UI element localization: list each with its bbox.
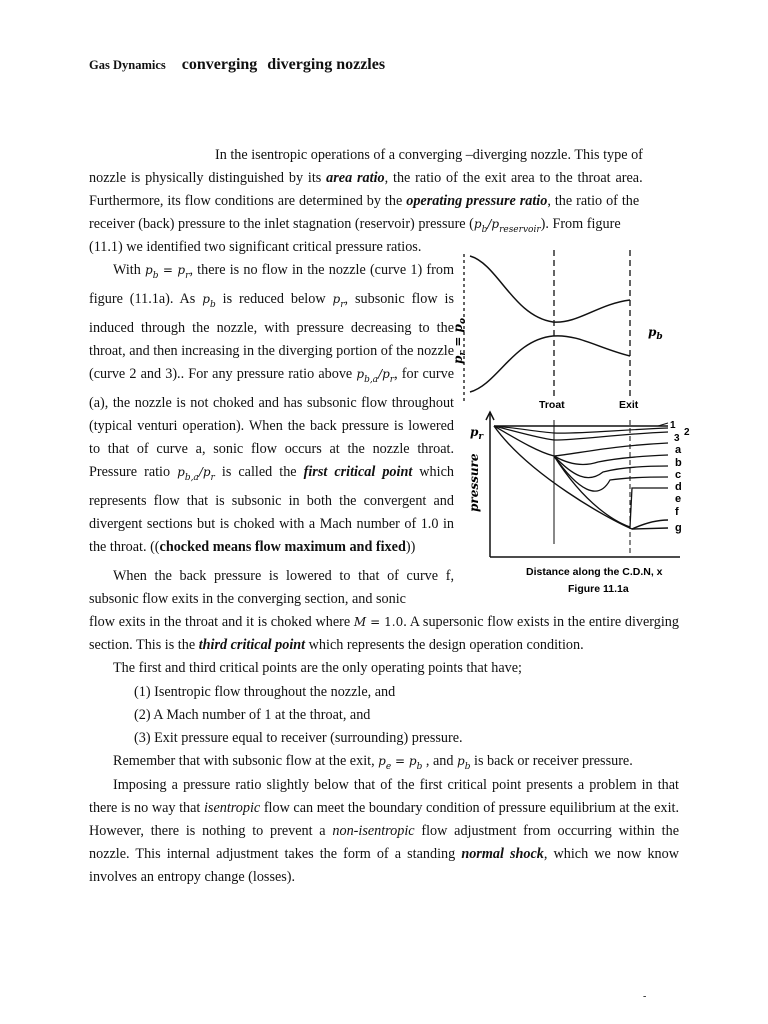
intro-line-2: nozzle is physically distinguished by its area ratio, the ratio of the exit area to the throat area. (89, 170, 643, 186)
curve-label-f: f (675, 506, 679, 518)
throat-label: Troat (539, 399, 565, 411)
exit-label: Exit (619, 399, 639, 411)
list-item-3: (3) Exit pressure equal to receiver (surrounding) pressure. (134, 730, 463, 746)
pressure-y-label: pressure (467, 453, 481, 512)
curve-g (632, 528, 668, 529)
curve-b (554, 455, 668, 464)
curve-label-1: 1 (670, 420, 676, 431)
course-title: Gas Dynamics (89, 58, 166, 72)
curve-label-c: c (675, 469, 682, 481)
curve-label-3: 3 (674, 433, 680, 444)
curve-label-2: 2 (684, 427, 690, 438)
topic-title-b: diverging nozzles (267, 56, 386, 73)
curve-label-e: e (675, 493, 682, 505)
curve-2 (494, 426, 668, 433)
intro-line-4: receiver (back) pressure to the inlet stagnation (reservoir) pressure $(p_b/p_{reservoir})$. From figure (89, 216, 621, 235)
curve-label-d: d (675, 481, 682, 493)
paragraph-operating-points: The first and third critical points are the only operating points that have; (113, 660, 522, 676)
figure-caption: Figure 11.1a (568, 583, 629, 595)
curve-label-g: g (675, 522, 682, 534)
list-item-1: (1) Isentropic flow throughout the nozzle, and (134, 684, 396, 700)
intro-line-1: In the isentropic operations of a converging –diverging nozzle. This type of (215, 147, 643, 163)
curve-d (554, 456, 668, 491)
paragraph-subsonic-exit: Remember that with subsonic flow at the exit, $p_e = p_b$ , and $p_b$ is back or receiver pressure. (113, 753, 633, 772)
paragraph-normal-shock: Imposing a pressure ratio slightly below that of the first critical point presents a problem in that there is no way that isentropic flow can meet the boundary condition of pressure equilibrium at the exit. However, there is nothing to prevent a non-isentropic flow adjustment from occurring within the nozzle. This internal adjustment takes the form of a standing normal shock, which we now know involves an entropy change (losses). (89, 777, 679, 886)
nozzle-upper-wall (470, 256, 630, 322)
paragraph-third-critical-start: When the back pressure is lowered to that of curve f, subsonic flow exits in the converging section, and sonic (89, 568, 454, 608)
intro-line-5: (11.1) we identified two significant critical pressure ratios. (89, 239, 422, 255)
pr-label: $p_r$ (470, 425, 484, 442)
paragraph-critical-points: With $p_b = p_r$, there is no flow in the nozzle (curve 1) from figure (11.1a). As $p_b$ is reduced below $p_r$, subsonic flow is induced through the nozzle, with pressure decreasing to the throat, and then increasing in the diverging portion of the nozzle (curve 2 and 3).. For any pressure ratio above $p_{b,a}/p_r$, for curve (a), the nozzle is not choked and has subsonic flow throughout (typical venturi operation). When the back pressure is lowered to that of curve a, sonic flow occurs at the nozzle throat. Pressure ratio $p_{b,a}/p_r$ is called the first critical point which represents flow that is subsonic in both the convergent and divergent sections but is choked with a Mach number of 1.0 in the throat. ((chocked means flow maximum and fixed)) (89, 262, 454, 556)
x-axis-label: Distance along the C.D.N, x (526, 566, 663, 578)
curve-a (494, 426, 668, 456)
top-y-label: $p_r = p_o$ (451, 318, 468, 364)
intro-line-3: Furthermore, its flow conditions are determined by the operating pressure ratio, the ratio of the (89, 193, 640, 209)
list-item-2: (2) A Mach number of 1 at the throat, and (134, 707, 371, 723)
figure-11-1a (451, 244, 698, 595)
topic-title-a: converging (181, 56, 258, 73)
nozzle-lower-wall (470, 336, 630, 392)
paragraph-third-critical: flow exits in the throat and it is choked where M = 1.0. A supersonic flow exists in the entire diverging section. This is the third critical point which represents the design operation condition. (89, 614, 679, 654)
curve-label-a: a (675, 444, 682, 456)
page-mark: - (643, 991, 647, 1002)
pb-label: $p_b$ (648, 325, 663, 342)
curve-label-b: b (675, 457, 682, 469)
page-header (89, 56, 385, 74)
